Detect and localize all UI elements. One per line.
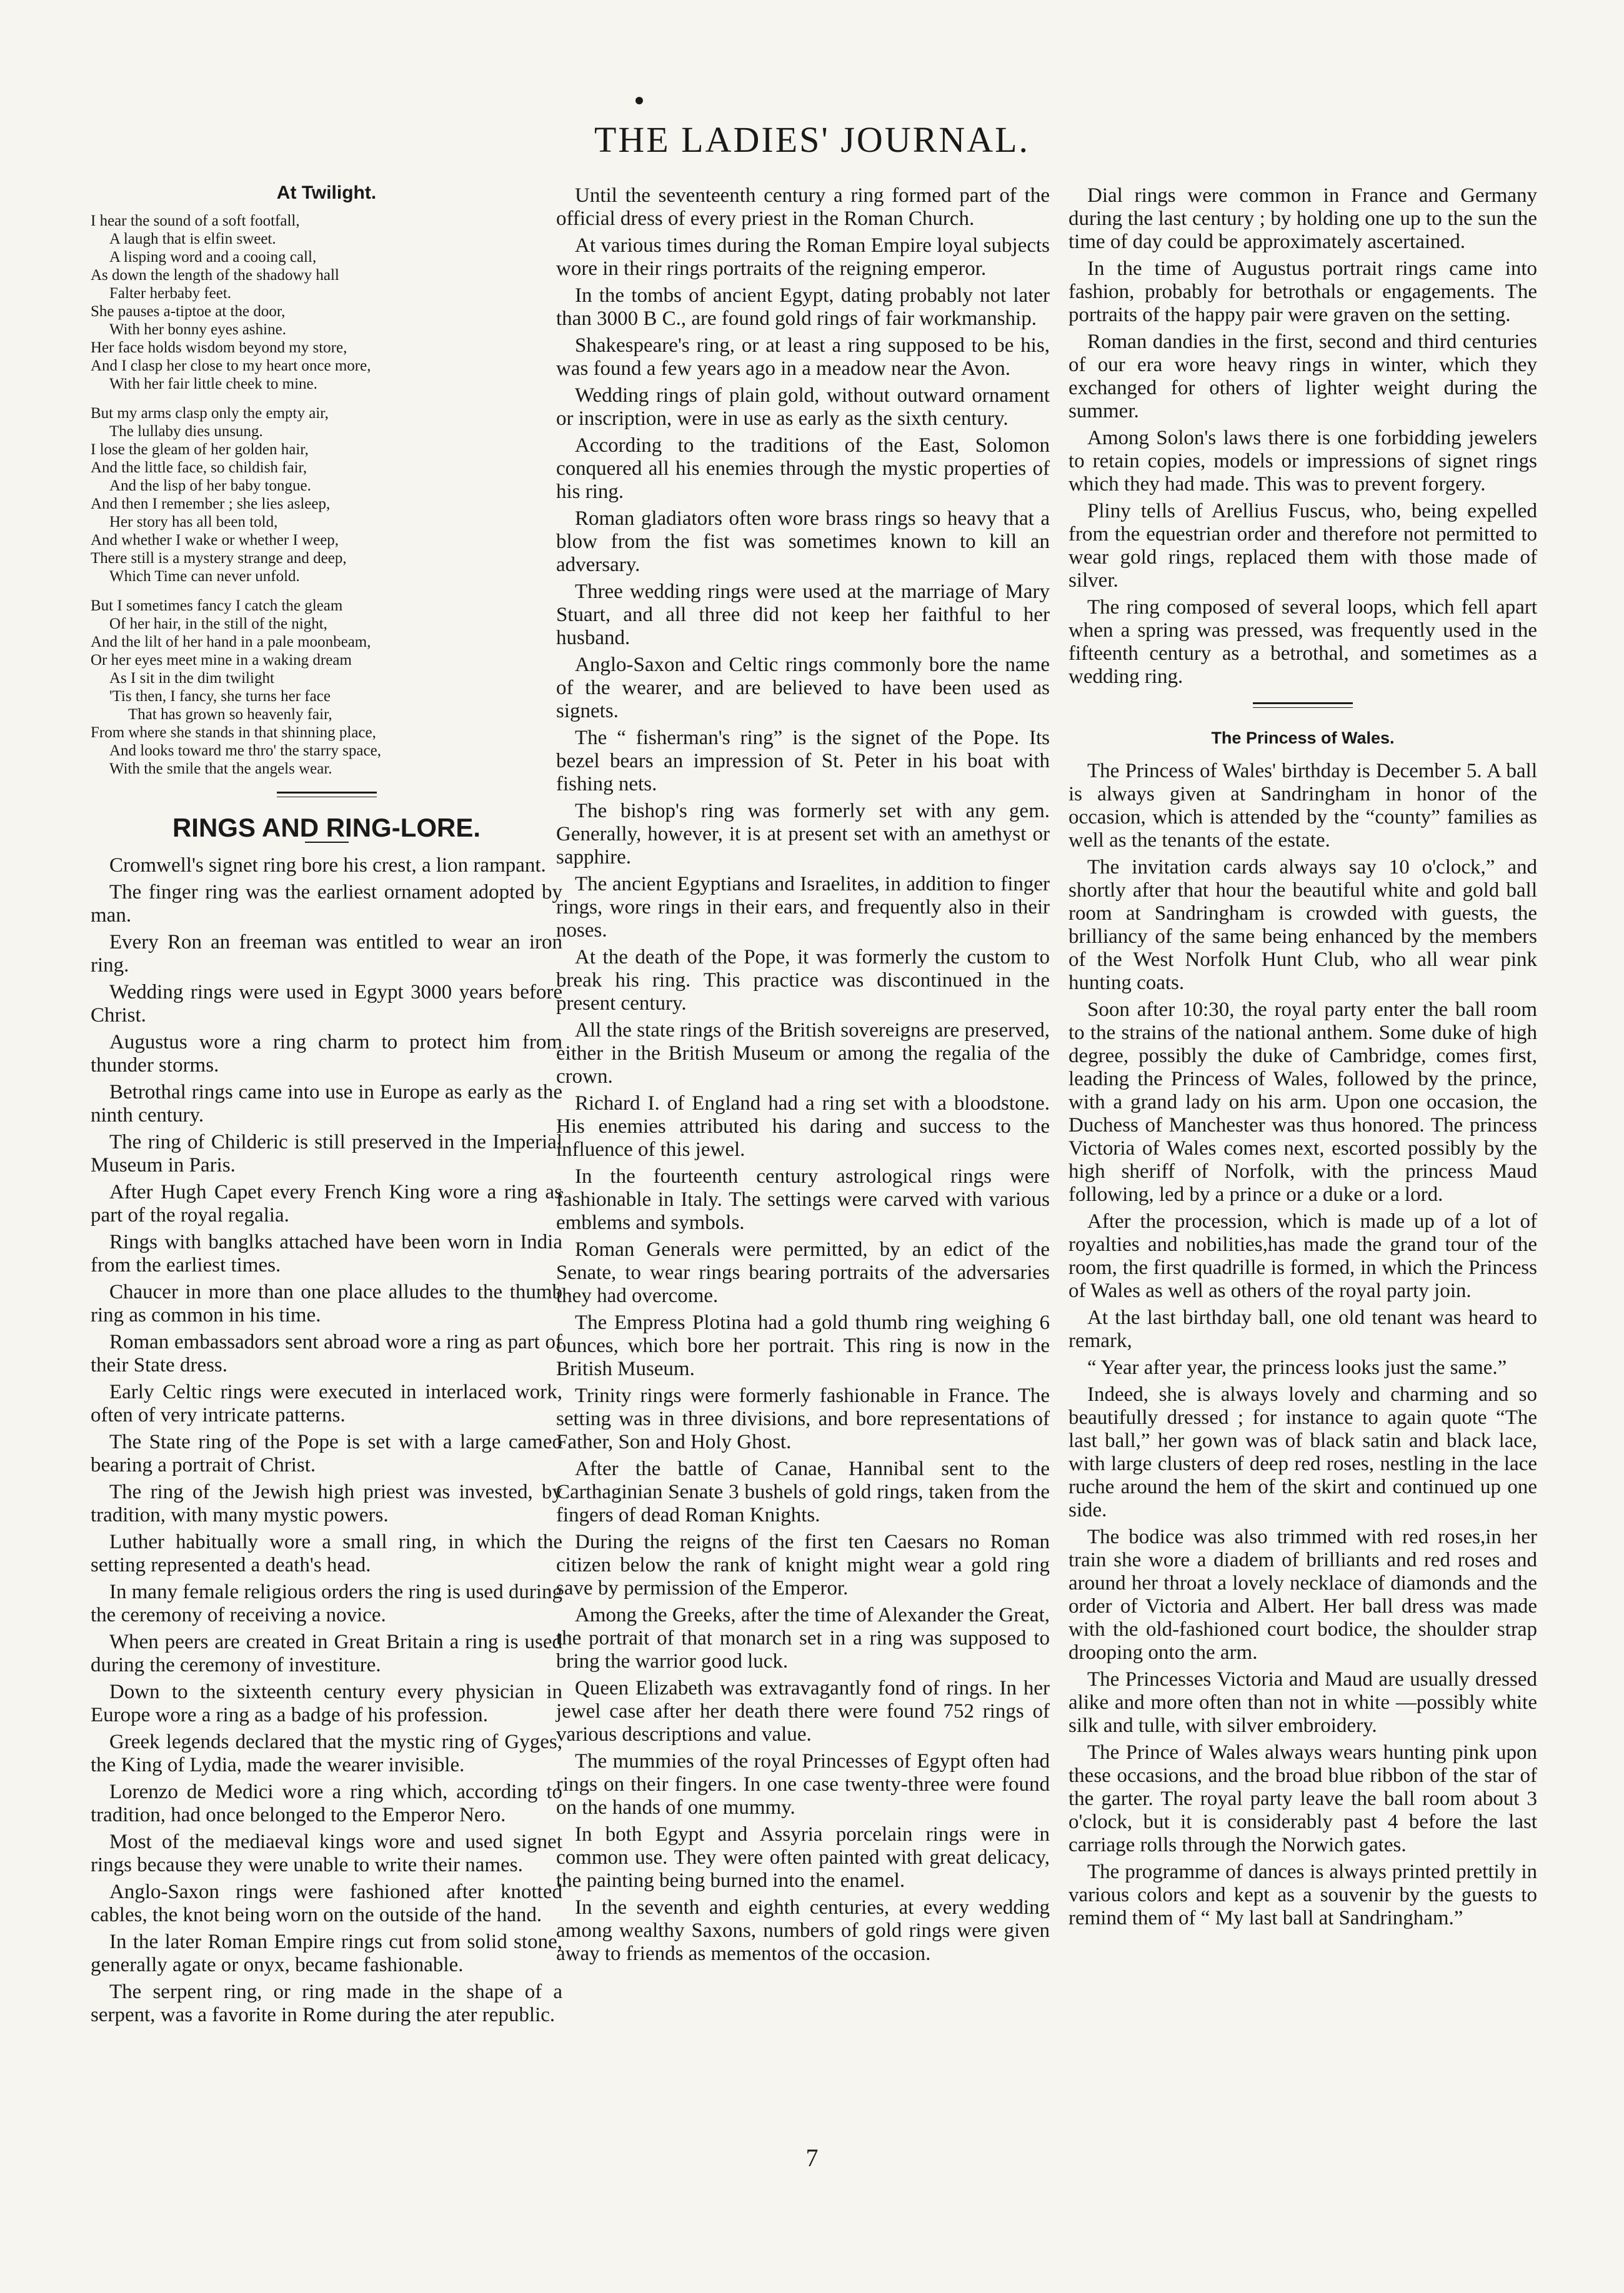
princess-section-title: The Princess of Wales. bbox=[1211, 729, 1395, 747]
rings-paragraph: Pliny tells of Arellius Fuscus, who, being expelled from the equestrian order and therefore not permitted to wear gold rings, replaced them with those made of silver. bbox=[1069, 500, 1537, 592]
page-number: 7 bbox=[805, 2144, 819, 2172]
rings-paragraph: Every Ron an freeman was entitled to wear an iron ring. bbox=[91, 931, 562, 977]
rings-paragraph: Roman gladiators often wore brass rings so heavy that a blow from the fist was sometimes known to kill an adversary. bbox=[556, 507, 1050, 576]
rings-paragraph: In many female religious orders the ring is used during the ceremony of receiving a novice. bbox=[91, 1581, 562, 1626]
rings-paragraph: After the battle of Canae, Hannibal sent to the Carthaginian Senate 3 bushels of gold rings, taken from the fingers of dead Roman Knights. bbox=[556, 1458, 1050, 1526]
rings-section-title: RINGS AND RING-LORE. bbox=[172, 813, 481, 842]
column-1 bbox=[91, 181, 562, 2031]
rings-paragraph: Lorenzo de Medici wore a ring which, according to tradition, had once belonged to the Emperor Nero. bbox=[91, 1781, 562, 1826]
section-divider bbox=[1253, 702, 1353, 708]
poem-line: I lose the gleam of her golden hair, bbox=[91, 441, 309, 458]
rings-paragraph: Cromwell's signet ring bore his crest, a lion rampant. bbox=[109, 854, 546, 877]
rings-paragraph: According to the traditions of the East, Solomon conquered all his enemies through the mystic properties of his ring. bbox=[556, 434, 1050, 503]
poem-line: 'Tis then, I fancy, she turns her face bbox=[109, 688, 331, 705]
poem-line: And the lilt of her hand in a pale moonbeam, bbox=[91, 634, 371, 650]
poem-line: From where she stands in that shinning place, bbox=[91, 724, 376, 741]
rings-paragraph: At various times during the Roman Empire loyal subjects wore in their rings portraits of the reigning emperor. bbox=[556, 234, 1050, 280]
poem-line: And then I remember ; she lies asleep, bbox=[91, 495, 331, 512]
poem-line: With her bonny eyes ashine. bbox=[109, 321, 286, 338]
poem-line: And the little face, so childish fair, bbox=[91, 459, 307, 476]
rings-paragraph: Chaucer in more than one place alludes to the thumb ring as common in his time. bbox=[91, 1281, 562, 1326]
poem-line: A lisping word and a cooing call, bbox=[109, 249, 317, 266]
rings-paragraph: Shakespeare's ring, or at least a ring supposed to be his, was found a few years ago in a meadow near the Avon. bbox=[556, 334, 1050, 380]
princess-paragraph: At the last birthday ball, one old tenant was heard to remark, bbox=[1069, 1306, 1537, 1352]
poem-line: Her story has all been told, bbox=[109, 514, 278, 530]
princess-paragraph: “ Year after year, the princess looks just the same.” bbox=[1087, 1356, 1507, 1379]
rings-paragraph: Augustus wore a ring charm to protect him from thunder storms. bbox=[91, 1031, 562, 1077]
rings-paragraph: In the fourteenth century astrological rings were fashionable in Italy. The settings were carved with various emblems and symbols. bbox=[556, 1165, 1050, 1234]
rings-paragraph: When peers are created in Great Britain a ring is used during the ceremony of investiture. bbox=[91, 1631, 562, 1676]
rings-paragraph: The ancient Egyptians and Israelites, in addition to finger rings, wore rings in their ears, and frequently also in their noses. bbox=[556, 873, 1050, 942]
rings-paragraph: The Empress Plotina had a gold thumb ring weighing 6 ounces, which bore her portrait. This ring is now in the British Museum. bbox=[556, 1311, 1050, 1380]
rings-paragraph: Three wedding rings were used at the marriage of Mary Stuart, and all three did not keep her faithful to her husband. bbox=[556, 580, 1050, 649]
rings-paragraph: Queen Elizabeth was extravagantly fond of rings. In her jewel case after her death there were found 752 rings of various descriptions and value. bbox=[556, 1677, 1050, 1746]
rings-paragraph: The ring composed of several loops, which fell apart when a spring was pressed, was frequently used in the fifteenth century as a betrothal, and sometimes as a wedding ring. bbox=[1069, 596, 1537, 688]
section-divider bbox=[277, 792, 377, 797]
poem-line: With her fair little cheek to mine. bbox=[109, 376, 317, 392]
rings-paragraph: Anglo-Saxon and Celtic rings commonly bore the name of the wearer, and are believed to have been used as signets. bbox=[556, 654, 1050, 722]
ornament-dot bbox=[635, 97, 643, 104]
poem-line: As down the length of the shadowy hall bbox=[91, 267, 339, 284]
poem-line: Or her eyes meet mine in a waking dream bbox=[91, 652, 352, 669]
rings-paragraph: In the time of Augustus portrait rings came into fashion, probably for betrothals or engagements. The portraits of the happy pair were graven on the setting. bbox=[1069, 257, 1537, 326]
rings-paragraph: In the later Roman Empire rings cut from solid stone, generally agate or onyx, became fashionable. bbox=[91, 1931, 562, 1976]
rings-paragraph: Trinity rings were formerly fashionable in France. The setting was in three divisions, and bore representations of Father, Son and Holy Ghost. bbox=[556, 1385, 1050, 1453]
rings-paragraph: Until the seventeenth century a ring formed part of the official dress of every priest in the Roman Church. bbox=[556, 184, 1050, 230]
rings-paragraph: The serpent ring, or ring made in the shape of a serpent, was a favorite in Rome during the ater republic. bbox=[91, 1981, 562, 2026]
poem-line: And whether I wake or whether I weep, bbox=[91, 532, 339, 549]
rings-paragraph: Richard I. of England had a ring set with a bloodstone. His enemies attributed his daring and success to the influence of this jewel. bbox=[556, 1092, 1050, 1161]
rings-paragraph: Early Celtic rings were executed in interlaced work, often of very intricate patterns. bbox=[91, 1381, 562, 1426]
rings-paragraph: Luther habitually wore a small ring, in which the setting represented a death's head. bbox=[91, 1531, 562, 1576]
princess-paragraph: The bodice was also trimmed with red roses,in her train she wore a diadem of brilliants and red roses and around her throat a lovely necklace of diamonds and the order of Victoria and Albert. Her ball dress was made with the old-fashioned court bodice, the shoulder strap drooping onto the arm. bbox=[1069, 1526, 1537, 1664]
poem-line: But my arms clasp only the empty air, bbox=[91, 405, 329, 422]
column-3 bbox=[1069, 184, 1537, 1934]
rings-paragraph: Down to the sixteenth century every physician in Europe wore a ring as a badge of his profession. bbox=[91, 1681, 562, 1726]
poem-line: Of her hair, in the still of the night, bbox=[109, 615, 327, 632]
rings-paragraph: Wedding rings were used in Egypt 3000 years before Christ. bbox=[91, 981, 562, 1027]
poem-line: She pauses a-tiptoe at the door, bbox=[91, 303, 286, 320]
rings-paragraph: After Hugh Capet every French King wore a ring as part of the royal regalia. bbox=[91, 1181, 562, 1226]
rings-paragraph: In the seventh and eighth centuries, at every wedding among wealthy Saxons, numbers of gold rings were given away to friends as mementos of the occasion. bbox=[556, 1896, 1050, 1965]
rings-paragraph: Wedding rings of plain gold, without outward ornament or inscription, were in use as early as the sixth century. bbox=[556, 384, 1050, 430]
poem-line: And looks toward me thro' the starry space, bbox=[109, 742, 381, 759]
rings-paragraph: In both Egypt and Assyria porcelain rings were in common use. They were often painted with great delicacy, the painting being burned into the enamel. bbox=[556, 1823, 1050, 1892]
rings-paragraph: Among Solon's laws there is one forbidding jewelers to retain copies, models or impressions of signet rings which they had made. This was to prevent forgery. bbox=[1069, 427, 1537, 495]
rings-paragraph: The ring of the Jewish high priest was invested, by tradition, with many mystic powers. bbox=[91, 1481, 562, 1526]
poem-line: And I clasp her close to my heart once more, bbox=[91, 357, 371, 374]
column-2 bbox=[556, 184, 1050, 1969]
poem-line: A laugh that is elfin sweet. bbox=[109, 231, 276, 247]
rings-paragraph: The finger ring was the earliest ornament adopted by man. bbox=[91, 881, 562, 927]
rings-paragraph: Greek legends declared that the mystic ring of Gyges, the King of Lydia, made the wearer invisible. bbox=[91, 1731, 562, 1776]
poem-line: Her face holds wisdom beyond my store, bbox=[91, 339, 347, 356]
rings-paragraph: The mummies of the royal Princesses of Egypt often had rings on their fingers. In one case twenty-three were found on the hands of one mummy. bbox=[556, 1750, 1050, 1819]
poem-line: Which Time can never unfold. bbox=[109, 568, 300, 585]
rings-paragraph: During the reigns of the first ten Caesars no Roman citizen below the rank of knight might wear a gold ring save by permission of the Emperor. bbox=[556, 1531, 1050, 1599]
rings-paragraph: Rings with banglks attached have been worn in India from the earliest times. bbox=[91, 1231, 562, 1276]
poem-line: But I sometimes fancy I catch the gleam bbox=[91, 597, 343, 614]
poem-line: There still is a mystery strange and deep, bbox=[91, 550, 347, 567]
rings-paragraph: Roman embassadors sent abroad wore a ring as part of their State dress. bbox=[91, 1331, 562, 1376]
rings-paragraph: All the state rings of the British sovereigns are preserved, either in the British Museum or among the regalia of the crown. bbox=[556, 1019, 1050, 1088]
princess-paragraph: The Princess of Wales' birthday is December 5. A ball is always given at Sandringham in honor of the occasion, which is attended by the “county” families as well as the tenants of the estate. bbox=[1069, 760, 1537, 852]
rings-paragraph: The “ fisherman's ring” is the signet of the Pope. Its bezel bears an impression of St. Peter in his boat with fishing nets. bbox=[556, 727, 1050, 795]
princess-paragraph: The Princesses Victoria and Maud are usually dressed alike and more often than not in white —possibly white silk and tulle, with silver embroidery. bbox=[1069, 1668, 1537, 1737]
rings-paragraph: The bishop's ring was formerly set with any gem. Generally, however, it is at present set with an amethyst or sapphire. bbox=[556, 800, 1050, 868]
rings-paragraph: At the death of the Pope, it was formerly the custom to break his ring. This practice was discontinued in the present century. bbox=[556, 946, 1050, 1015]
poem-line: And the lisp of her baby tongue. bbox=[109, 477, 311, 494]
rings-paragraph: In the tombs of ancient Egypt, dating probably not later than 3000 B C., are found gold rings of fair workmanship. bbox=[556, 284, 1050, 330]
rings-paragraph: Betrothal rings came into use in Europe as early as the ninth century. bbox=[91, 1081, 562, 1127]
masthead-title: THE LADIES' JOURNAL. bbox=[594, 119, 1030, 160]
rings-paragraph: Roman Generals were permitted, by an edict of the Senate, to wear rings bearing portraits of the adversaries they had overcome. bbox=[556, 1238, 1050, 1307]
rings-paragraph: Most of the mediaeval kings wore and used signet rings because they were unable to write their names. bbox=[91, 1831, 562, 1876]
rings-paragraph: Dial rings were common in France and Germany during the last century ; by holding one up to the sun the time of day could be approximately ascertained. bbox=[1069, 184, 1537, 253]
rings-paragraph: Roman dandies in the first, second and third centuries of our era wore heavy rings in winter, which they exchanged for others of lighter weight during the summer. bbox=[1069, 331, 1537, 422]
poem-stanza bbox=[91, 404, 562, 585]
rings-paragraph: Among the Greeks, after the time of Alexander the Great, the portrait of that monarch set in a ring was supposed to bring the warrior good luck. bbox=[556, 1604, 1050, 1673]
poem-line: The lullaby dies unsung. bbox=[109, 423, 263, 440]
rings-paragraph: The ring of Childeric is still preserved in the Imperial Museum in Paris. bbox=[91, 1131, 562, 1176]
princess-paragraph: The invitation cards always say 10 o'clock,” and shortly after that hour the beautiful white and gold ball room at Sandringham is crowded with guests, the brilliancy of the same being enhanced by the members of the West Norfolk Hunt Club, who all wear pink hunting coats. bbox=[1069, 856, 1537, 994]
poem-line: As I sit in the dim twilight bbox=[109, 670, 274, 687]
poem-line: That has grown so heavenly fair, bbox=[128, 706, 332, 723]
princess-paragraph: The programme of dances is always printed prettily in various colors and kept as a souvenir by the guests to remind them of “ My last ball at Sandringham.” bbox=[1069, 1861, 1537, 1929]
princess-paragraph: Soon after 10:30, the royal party enter the ball room to the strains of the national anthem. Some duke of high degree, possibly the duke of Cambridge, comes first, leading the Princess of Wales, followed by the prince, with a grand lady on his arm. Upon one occasion, the Duchess of Manchester was thus honored. The princess Victoria of Wales comes next, escorted possibly by the high sheriff of Norfolk, with the princess Maud following, led by a prince or a duke or a lord. bbox=[1069, 998, 1537, 1206]
poem-stanza bbox=[91, 597, 562, 778]
poem-stanza bbox=[91, 212, 562, 393]
rings-paragraph: The State ring of the Pope is set with a large cameo bearing a portrait of Christ. bbox=[91, 1431, 562, 1476]
poem-body bbox=[91, 212, 562, 778]
poem-title: At Twilight. bbox=[276, 182, 377, 203]
princess-paragraph: The Prince of Wales always wears hunting pink upon these occasions, and the broad blue ribbon of the star of the garter. The royal party leave the ball room about 3 o'clock, but it is considerably past 4 before the last carriage rolls through the Norwich gates. bbox=[1069, 1741, 1537, 1856]
poem-line: I hear the sound of a soft footfall, bbox=[91, 212, 300, 229]
poem-line: With the smile that the angels wear. bbox=[109, 760, 332, 777]
princess-paragraph: Indeed, she is always lovely and charming and so beautifully dressed ; for instance to again quote “The last ball,” her gown was of black satin and black lace, with large clusters of deep red roses, nestling in the lace ruche around the hem of the skirt and continued up one side. bbox=[1069, 1383, 1537, 1521]
poem-line: Falter herbaby feet. bbox=[109, 285, 232, 302]
princess-paragraph: After the procession, which is made up of a lot of royalties and nobilities,has made the grand tour of the room, the first quadrille is formed, in which the Princess of Wales as well as others of the royal party join. bbox=[1069, 1210, 1537, 1302]
rings-paragraph: Anglo-Saxon rings were fashioned after knotted cables, the knot being worn on the outside of the hand. bbox=[91, 1881, 562, 1926]
